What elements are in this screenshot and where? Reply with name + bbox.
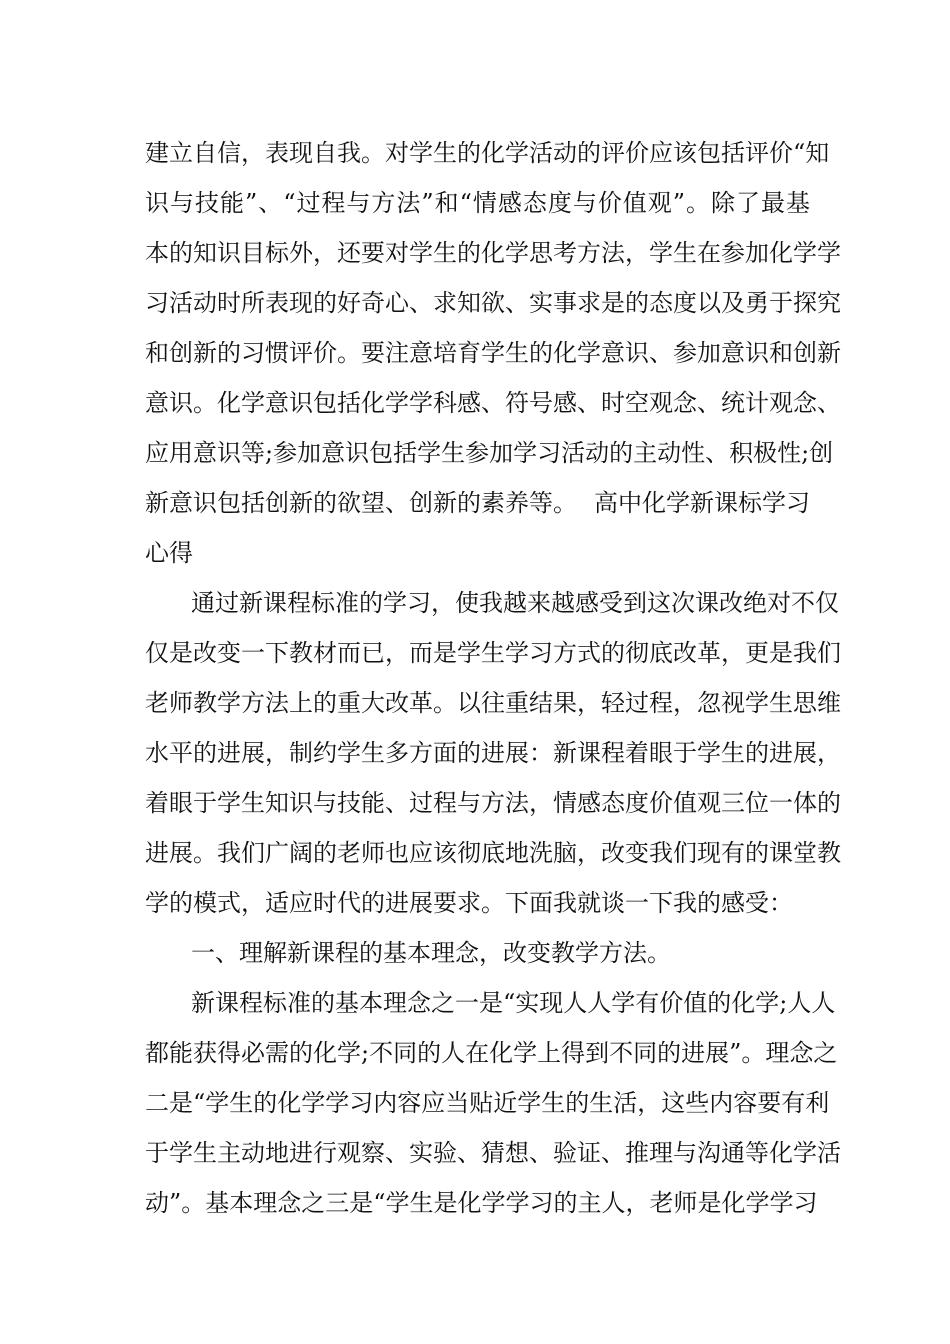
text-line: 仅是改变一下教材而已，而是学生学习方式的彻底改革，更是我们 [145,639,841,667]
document-body [145,128,841,1228]
text-line: 都能获得必需的化学;不同的人在化学上得到不同的进展”。理念之 [145,1039,838,1067]
section-heading: 一、理解新课程的基本理念，改变教学方法。 [191,939,671,967]
text-line: 于学生主动地进行观察、实验、猜想、验证、推理与沟通等化学活 [145,1139,841,1167]
text-line: 水平的进展，制约学生多方面的进展：新课程着眼于学生的进展， [145,739,841,767]
text-line: 着眼于学生知识与技能、过程与方法，情感态度价值观三位一体的 [145,789,841,817]
text-line: 建立自信，表现自我。对学生的化学活动的评价应该包括评价“知 [145,139,830,167]
paragraph-end-text: 新意识包括创新的欲望、创新的素养等。 [145,489,577,517]
text-line [145,478,810,528]
text-line: 二是“学生的化学学习内容应当贴近学生的生活，这些内容要有利 [145,1089,830,1117]
text-line: 通过新课程标准的学习，使我越来越感受到这次课改绝对不仅 [191,589,839,617]
text-line: 进展。我们广阔的老师也应该彻底地洗脑，改变我们现有的课堂教 [145,839,841,867]
section-title-continuation: 心得 [145,539,193,567]
text-line: 识与技能”、“过程与方法”和“情感态度与价值观”。除了最基 [145,189,810,217]
text-line: 习活动时所表现的好奇心、求知欲、实事求是的态度以及勇于探究 [145,289,841,317]
text-line: 和创新的习惯评价。要注意培育学生的化学意识、参加意识和创新 [145,339,841,367]
text-line: 应用意识等;参加意识包括学生参加学习活动的主动性、积极性;创 [145,439,834,467]
text-line: 动”。基本理念之三是“学生是化学学习的主人，老师是化学学习 [145,1189,818,1217]
text-line: 学的模式，适应时代的进展要求。下面我就谈一下我的感受： [145,889,793,917]
text-line: 老师教学方法上的重大改革。以往重结果，轻过程，忽视学生思维 [145,689,841,717]
section-title-part: 高中化学新课标学习 [594,489,810,517]
text-line: 意识。化学意识包括化学学科感、符号感、时空观念、统计观念、 [145,389,841,417]
text-line: 新课程标准的基本理念之一是“实现人人学有价值的化学;人人 [191,989,836,1017]
text-line: 本的知识目标外，还要对学生的化学思考方法，学生在参加化学学 [145,239,841,267]
